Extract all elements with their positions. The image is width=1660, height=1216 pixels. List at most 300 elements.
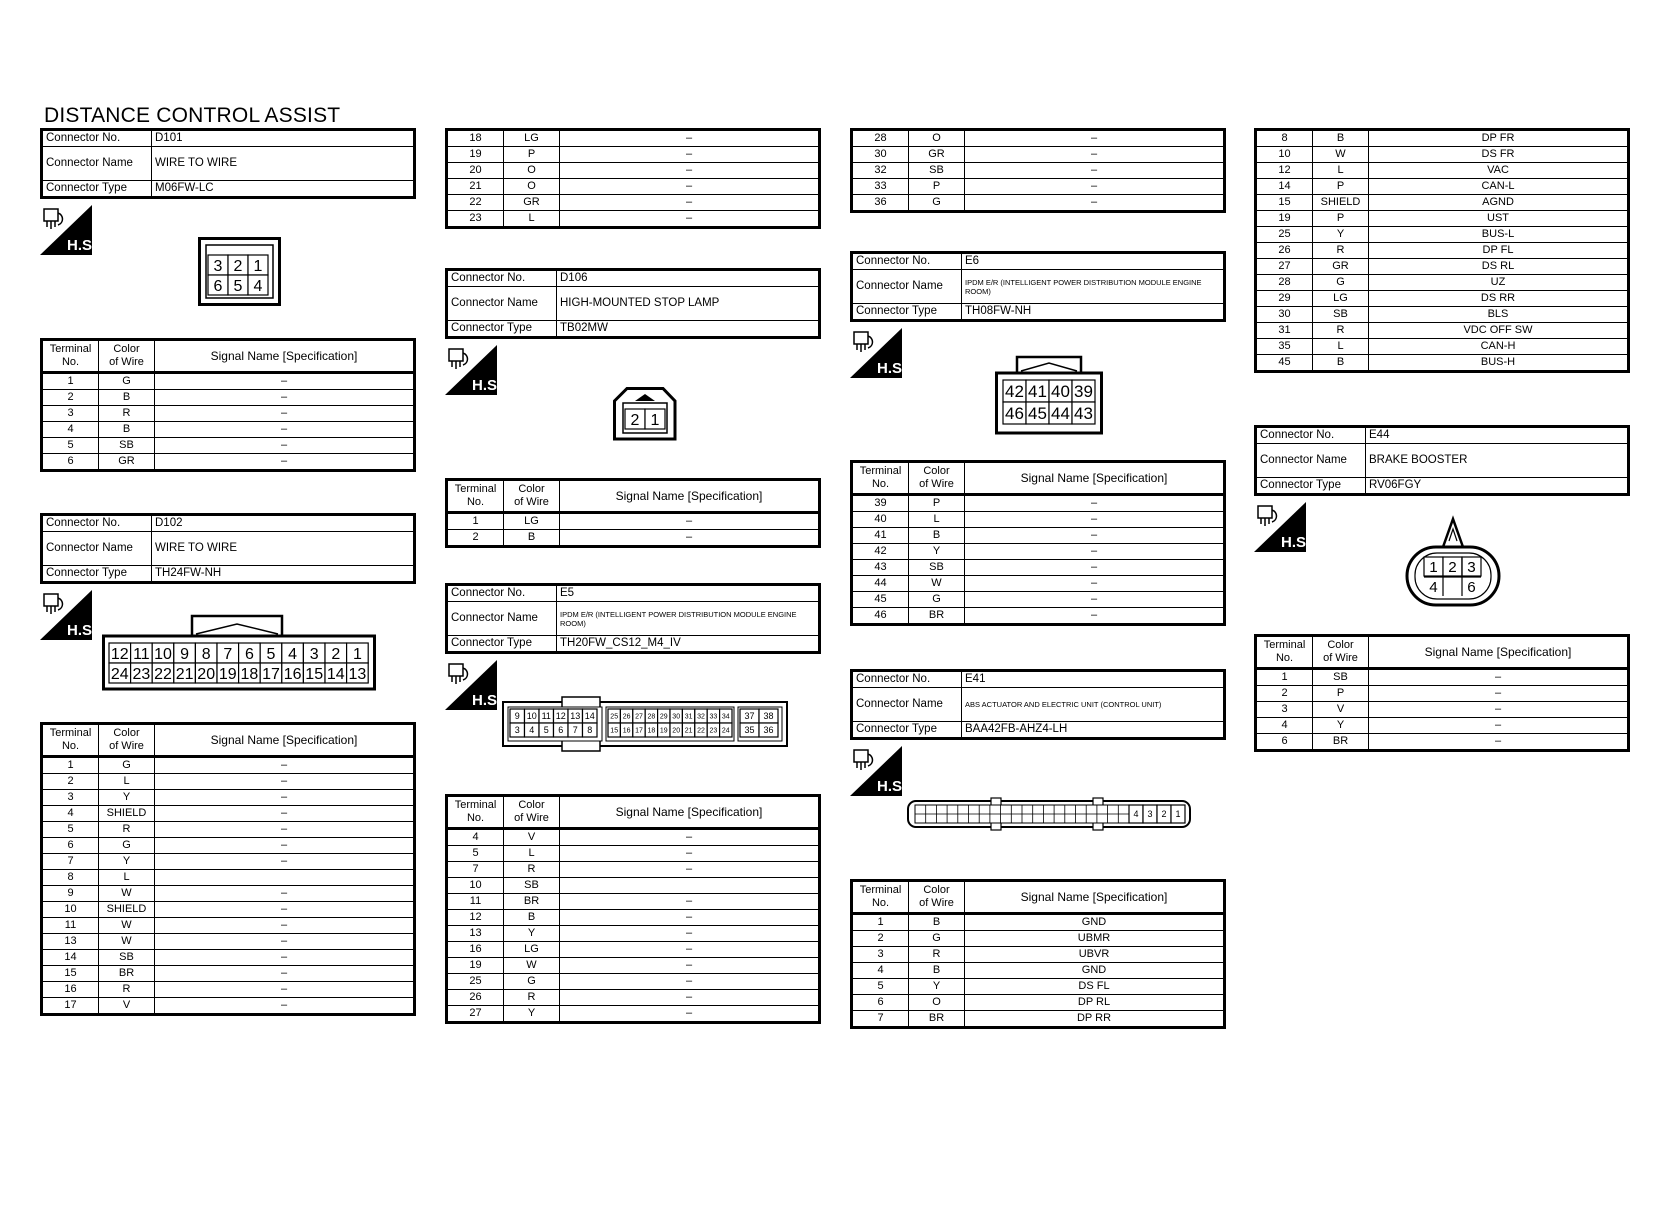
signal-name-cell: – [560, 195, 820, 211]
connector-type-value: TH08FW-NH [962, 304, 1225, 321]
terminal-no-cell: 10 [1256, 147, 1313, 163]
label-connector-no: Connector No. [852, 253, 962, 270]
header-color-of-wire: Color of Wire [504, 796, 560, 829]
table-row [42, 373, 415, 390]
terminal-no-cell: 42 [852, 544, 909, 560]
signal-name-cell: – [155, 390, 415, 406]
signal-name-cell: – [560, 211, 820, 228]
signal-name-cell: – [155, 454, 415, 471]
table-row [852, 963, 1225, 979]
signal-name-cell: – [155, 854, 415, 870]
pin-number: 7 [223, 645, 233, 663]
table-row [447, 130, 820, 147]
wire-color-cell: V [1313, 702, 1369, 718]
terminal-no-cell: 30 [852, 147, 909, 163]
table-row [1256, 339, 1629, 355]
signal-name-cell: – [965, 512, 1225, 528]
connector-no-value: D106 [557, 270, 820, 287]
terminal-no-cell: 6 [42, 838, 99, 854]
signal-name-cell: – [155, 422, 415, 438]
table-row [1256, 163, 1629, 179]
pin-number: 5 [233, 277, 243, 295]
table-row [42, 934, 415, 950]
table-row [447, 974, 820, 990]
signal-name-cell: – [560, 130, 820, 147]
signal-name-cell: – [560, 894, 820, 910]
signal-name-cell: – [155, 822, 415, 838]
label-connector-type: Connector Type [42, 181, 152, 198]
wire-color-cell: GR [1313, 259, 1369, 275]
label-connector-no: Connector No. [852, 671, 962, 688]
pin-number: 30 [672, 713, 681, 721]
connector-e44-face [1405, 517, 1501, 614]
hs-icon [1254, 502, 1311, 552]
pin-number: 6 [558, 725, 564, 736]
terminal-no-cell: 30 [1256, 307, 1313, 323]
wire-color-cell: B [504, 530, 560, 547]
pin-number: 3 [309, 645, 319, 663]
table-row [852, 147, 1225, 163]
table-row [42, 790, 415, 806]
terminal-no-cell: 4 [447, 829, 504, 846]
signal-name-cell: DP RR [965, 1011, 1225, 1028]
connector-e6-header [850, 251, 1226, 322]
table-header-row [1256, 636, 1629, 669]
signal-name-cell: BUS-H [1369, 355, 1629, 372]
signal-name-cell: – [155, 934, 415, 950]
table-header-row [42, 724, 415, 757]
pin-number: 4 [253, 277, 263, 295]
signal-name-cell: AGND [1369, 195, 1629, 211]
header-signal-name: Signal Name [Specification] [155, 340, 415, 373]
signal-name-cell: VDC OFF SW [1369, 323, 1629, 339]
wire-color-cell: P [1313, 686, 1369, 702]
terminal-no-cell: 19 [447, 147, 504, 163]
connector-e44-diagram [1405, 517, 1501, 609]
table-row [42, 966, 415, 982]
terminal-no-cell: 7 [447, 862, 504, 878]
terminal-no-cell: 10 [42, 902, 99, 918]
pin-number: 10 [154, 645, 172, 663]
table-row [42, 854, 415, 870]
table-row [42, 982, 415, 998]
table-row [42, 838, 415, 854]
table-row [852, 512, 1225, 528]
wire-color-cell: SB [1313, 307, 1369, 323]
terminal-no-cell: 5 [447, 846, 504, 862]
signal-name-cell: – [560, 862, 820, 878]
wire-color-cell: R [909, 947, 965, 963]
connector-d101-wires [40, 338, 416, 472]
header-terminal-no: Terminal No. [1256, 636, 1313, 669]
hs-label: H.S. [67, 622, 97, 639]
pin-number: 4 [1429, 578, 1438, 596]
terminal-no-cell: 11 [447, 894, 504, 910]
wire-color-cell: SHIELD [1313, 195, 1369, 211]
hs-label: H.S. [67, 237, 97, 254]
harness-side-icon [445, 660, 502, 710]
connector-e44-wires [1254, 634, 1630, 752]
signal-name-cell: BUS-L [1369, 227, 1629, 243]
table-row [852, 995, 1225, 1011]
wire-color-cell: O [909, 995, 965, 1011]
pin-number: 1 [1429, 558, 1438, 576]
table-row [1256, 702, 1629, 718]
pin-number: 20 [197, 665, 216, 683]
pin-number: 44 [1051, 404, 1070, 424]
pin-number: 5 [266, 645, 276, 663]
signal-name-cell: – [965, 560, 1225, 576]
signal-name-cell: – [560, 990, 820, 1006]
signal-name-cell: GND [965, 914, 1225, 931]
signal-name-cell: CAN-L [1369, 179, 1629, 195]
table-row [42, 757, 415, 774]
wire-color-cell: R [504, 990, 560, 1006]
connector-name-value: HIGH-MOUNTED STOP LAMP [557, 287, 820, 321]
table-header-row [852, 462, 1225, 495]
header-color-of-wire: Color of Wire [909, 462, 965, 495]
pin-number: 23 [132, 665, 151, 683]
connector-e5-wires-continued [850, 128, 1226, 213]
pin-number: 24 [110, 665, 129, 683]
wire-color-cell: G [99, 757, 155, 774]
label-connector-no: Connector No. [447, 585, 557, 602]
wire-color-cell: LG [504, 513, 560, 530]
wire-color-cell: L [99, 870, 155, 886]
signal-name-cell: – [560, 513, 820, 530]
pin-number: 12 [555, 711, 566, 722]
terminal-no-cell: 15 [42, 966, 99, 982]
harness-side-icon [850, 328, 907, 378]
terminal-no-cell: 1 [1256, 669, 1313, 686]
connector-e41-wires [850, 879, 1226, 1029]
wire-color-cell: L [99, 774, 155, 790]
connector-d101-diagram [198, 237, 282, 307]
pin-number: 7 [572, 725, 578, 736]
connector-e6-face [995, 355, 1103, 440]
terminal-no-cell: 19 [1256, 211, 1313, 227]
table-header-row [447, 480, 820, 513]
connector-e41-header [850, 669, 1226, 740]
table-row [447, 878, 820, 894]
wire-color-cell: L [504, 846, 560, 862]
signal-name-cell: VAC [1369, 163, 1629, 179]
terminal-no-cell: 2 [42, 774, 99, 790]
terminal-no-cell: 13 [447, 926, 504, 942]
connector-no-value: D102 [152, 515, 415, 532]
header-signal-name: Signal Name [Specification] [965, 462, 1225, 495]
pin-number: 17 [262, 665, 280, 683]
wire-color-cell: SB [99, 438, 155, 454]
wire-color-cell: LG [504, 942, 560, 958]
pin-number: 26 [622, 713, 631, 721]
terminal-no-cell: 20 [447, 163, 504, 179]
wire-color-cell: B [909, 528, 965, 544]
label-connector-name: Connector Name [852, 688, 962, 722]
pin-number: 19 [659, 727, 668, 735]
label-connector-no: Connector No. [1256, 427, 1366, 444]
connector-e5-face [502, 696, 788, 757]
wire-color-cell: Y [504, 1006, 560, 1023]
label-connector-no: Connector No. [42, 515, 152, 532]
signal-name-cell: – [155, 902, 415, 918]
terminal-no-cell: 26 [1256, 243, 1313, 259]
terminal-no-cell: 6 [852, 995, 909, 1011]
harness-side-icon [1254, 502, 1311, 552]
header-terminal-no: Terminal No. [42, 724, 99, 757]
terminal-no-cell: 21 [447, 179, 504, 195]
signal-name-cell: DP FR [1369, 130, 1629, 147]
wire-color-cell: GR [909, 147, 965, 163]
pin-number: 8 [587, 725, 593, 736]
pin-number: 22 [697, 727, 705, 735]
header-signal-name: Signal Name [Specification] [560, 480, 820, 513]
signal-name-cell: – [155, 438, 415, 454]
hs-icon [850, 328, 907, 378]
pin-number: 27 [635, 713, 643, 721]
signal-name-cell: – [965, 528, 1225, 544]
wire-color-cell: G [909, 931, 965, 947]
terminal-no-cell: 14 [42, 950, 99, 966]
wire-color-cell: BR [1313, 734, 1369, 751]
pin-number: 1 [352, 645, 362, 663]
pin-number: 4 [529, 725, 535, 736]
wire-color-cell: R [99, 982, 155, 998]
wire-color-cell: SHIELD [99, 902, 155, 918]
pin-number: 13 [570, 711, 581, 722]
header-terminal-no: Terminal No. [447, 480, 504, 513]
pin-number: 3 [213, 257, 223, 275]
terminal-no-cell: 4 [852, 963, 909, 979]
wire-color-cell: R [504, 862, 560, 878]
wire-color-cell: P [909, 495, 965, 512]
table-row [1256, 307, 1629, 323]
label-connector-no: Connector No. [42, 130, 152, 147]
table-row [1256, 259, 1629, 275]
wire-color-cell: W [99, 886, 155, 902]
connector-no-value: D101 [152, 130, 415, 147]
header-signal-name: Signal Name [Specification] [965, 881, 1225, 914]
table-row [1256, 669, 1629, 686]
wire-color-cell: L [1313, 163, 1369, 179]
harness-side-icon [40, 205, 97, 255]
terminal-no-cell: 4 [42, 422, 99, 438]
table-row [42, 950, 415, 966]
signal-name-cell: – [560, 974, 820, 990]
pin-number: 43 [1074, 404, 1093, 424]
pin-number: 1 [1175, 809, 1181, 820]
wire-color-cell: P [504, 147, 560, 163]
signal-name-cell: – [965, 195, 1225, 212]
pin-number: 21 [684, 727, 693, 735]
terminal-no-cell: 39 [852, 495, 909, 512]
table-row [42, 806, 415, 822]
signal-name-cell: – [1369, 718, 1629, 734]
signal-name-cell: – [560, 179, 820, 195]
pin-number: 5 [543, 725, 549, 736]
wire-color-cell: SB [909, 560, 965, 576]
pin-number: 29 [659, 713, 668, 721]
wire-color-cell: BR [99, 966, 155, 982]
connector-d106-header [445, 268, 821, 339]
wire-color-cell: G [504, 974, 560, 990]
label-connector-no: Connector No. [447, 270, 557, 287]
pin-number: 6 [1467, 578, 1476, 596]
wire-color-cell: L [909, 512, 965, 528]
signal-name-cell: UST [1369, 211, 1629, 227]
wire-color-cell: L [504, 211, 560, 228]
page-title: DISTANCE CONTROL ASSIST [44, 104, 341, 127]
terminal-no-cell: 43 [852, 560, 909, 576]
pin-number: 25 [610, 713, 619, 721]
wire-color-cell: Y [909, 544, 965, 560]
table-row [42, 454, 415, 471]
table-row [1256, 718, 1629, 734]
terminal-no-cell: 3 [42, 790, 99, 806]
signal-name-cell: – [155, 982, 415, 998]
terminal-no-cell: 10 [447, 878, 504, 894]
table-row [1256, 227, 1629, 243]
signal-name-cell: DS FR [1369, 147, 1629, 163]
connector-name-value: BRAKE BOOSTER [1366, 444, 1629, 478]
terminal-no-cell: 45 [852, 592, 909, 608]
signal-name-cell: – [965, 544, 1225, 560]
connector-e6-wires [850, 460, 1226, 626]
table-row [852, 179, 1225, 195]
table-row [447, 195, 820, 211]
wire-color-cell: LG [1313, 291, 1369, 307]
signal-name-cell: – [155, 918, 415, 934]
pin-number: 6 [213, 277, 223, 295]
pin-number: 9 [514, 711, 520, 722]
wire-color-cell: R [1313, 323, 1369, 339]
signal-name-cell: DS FL [965, 979, 1225, 995]
label-connector-name: Connector Name [1256, 444, 1366, 478]
signal-name-cell: – [965, 608, 1225, 625]
pin-number: 14 [326, 665, 345, 683]
wire-color-cell: Y [504, 926, 560, 942]
connector-name-value: WIRE TO WIRE [152, 532, 415, 566]
table-row [852, 560, 1225, 576]
pin-number: 34 [721, 713, 730, 721]
table-row [1256, 275, 1629, 291]
header-terminal-no: Terminal No. [42, 340, 99, 373]
table-row [42, 886, 415, 902]
connector-e5-header [445, 583, 821, 654]
table-row [42, 406, 415, 422]
wire-color-cell: R [1313, 243, 1369, 259]
wire-color-cell: Y [99, 790, 155, 806]
signal-name-cell: UBVR [965, 947, 1225, 963]
signal-name-cell: – [155, 790, 415, 806]
wire-color-cell: G [99, 838, 155, 854]
wire-color-cell: W [99, 934, 155, 950]
table-row [447, 910, 820, 926]
label-connector-type: Connector Type [42, 566, 152, 583]
connector-d106-face [613, 387, 677, 446]
terminal-no-cell: 8 [42, 870, 99, 886]
pin-number: 3 [1147, 809, 1153, 820]
wire-color-cell: G [99, 373, 155, 390]
wire-color-cell: P [1313, 179, 1369, 195]
table-row [1256, 243, 1629, 259]
signal-name-cell: – [965, 163, 1225, 179]
wire-color-cell: P [909, 179, 965, 195]
terminal-no-cell: 27 [1256, 259, 1313, 275]
terminal-no-cell: 1 [852, 914, 909, 931]
signal-name-cell: – [560, 1006, 820, 1023]
wire-color-cell: Y [1313, 718, 1369, 734]
table-row [852, 608, 1225, 625]
label-connector-name: Connector Name [447, 287, 557, 321]
signal-name-cell: – [1369, 734, 1629, 751]
header-color-of-wire: Color of Wire [99, 724, 155, 757]
wire-color-cell: G [909, 195, 965, 212]
signal-name-cell: – [1369, 702, 1629, 718]
pin-number: 3 [1467, 558, 1476, 576]
pin-number: 15 [610, 727, 619, 735]
pin-number: 22 [154, 665, 172, 683]
pin-number: 41 [1028, 382, 1047, 402]
table-row [1256, 734, 1629, 751]
connector-d102-header [40, 513, 416, 584]
pin-number: 45 [1028, 404, 1047, 424]
terminal-no-cell: 12 [447, 910, 504, 926]
connector-no-value: E5 [557, 585, 820, 602]
pin-number: 15 [305, 665, 324, 683]
harness-side-icon [850, 746, 907, 796]
terminal-no-cell: 11 [42, 918, 99, 934]
connector-e41-wires-continued [1254, 128, 1630, 373]
terminal-no-cell: 33 [852, 179, 909, 195]
terminal-no-cell: 46 [852, 608, 909, 625]
terminal-no-cell: 32 [852, 163, 909, 179]
terminal-no-cell: 4 [42, 806, 99, 822]
signal-name-cell: – [560, 163, 820, 179]
pin-number: 11 [133, 645, 150, 663]
wire-color-cell: SB [909, 163, 965, 179]
hs-label: H.S. [472, 377, 502, 394]
pin-grid [915, 805, 1129, 823]
table-header-row [852, 881, 1225, 914]
table-row [852, 979, 1225, 995]
wire-color-cell: R [99, 406, 155, 422]
signal-name-cell: – [1369, 669, 1629, 686]
terminal-no-cell: 28 [852, 130, 909, 147]
terminal-no-cell: 6 [1256, 734, 1313, 751]
wire-color-cell: W [504, 958, 560, 974]
wire-color-cell: Y [909, 979, 965, 995]
signal-name-cell: – [965, 576, 1225, 592]
terminal-no-cell: 4 [1256, 718, 1313, 734]
wire-color-cell: O [504, 179, 560, 195]
terminal-no-cell: 41 [852, 528, 909, 544]
wire-color-cell: V [99, 998, 155, 1015]
connector-no-value: E6 [962, 253, 1225, 270]
wire-color-cell: Y [1313, 227, 1369, 243]
signal-name-cell [560, 878, 820, 894]
label-connector-type: Connector Type [852, 722, 962, 739]
table-row [852, 195, 1225, 212]
pin-number: 18 [240, 665, 259, 683]
signal-name-cell: DP FL [1369, 243, 1629, 259]
terminal-no-cell: 5 [852, 979, 909, 995]
signal-name-cell: UZ [1369, 275, 1629, 291]
table-row [42, 998, 415, 1015]
pin-number: 12 [110, 645, 129, 663]
terminal-no-cell: 2 [852, 931, 909, 947]
table-row [1256, 355, 1629, 372]
